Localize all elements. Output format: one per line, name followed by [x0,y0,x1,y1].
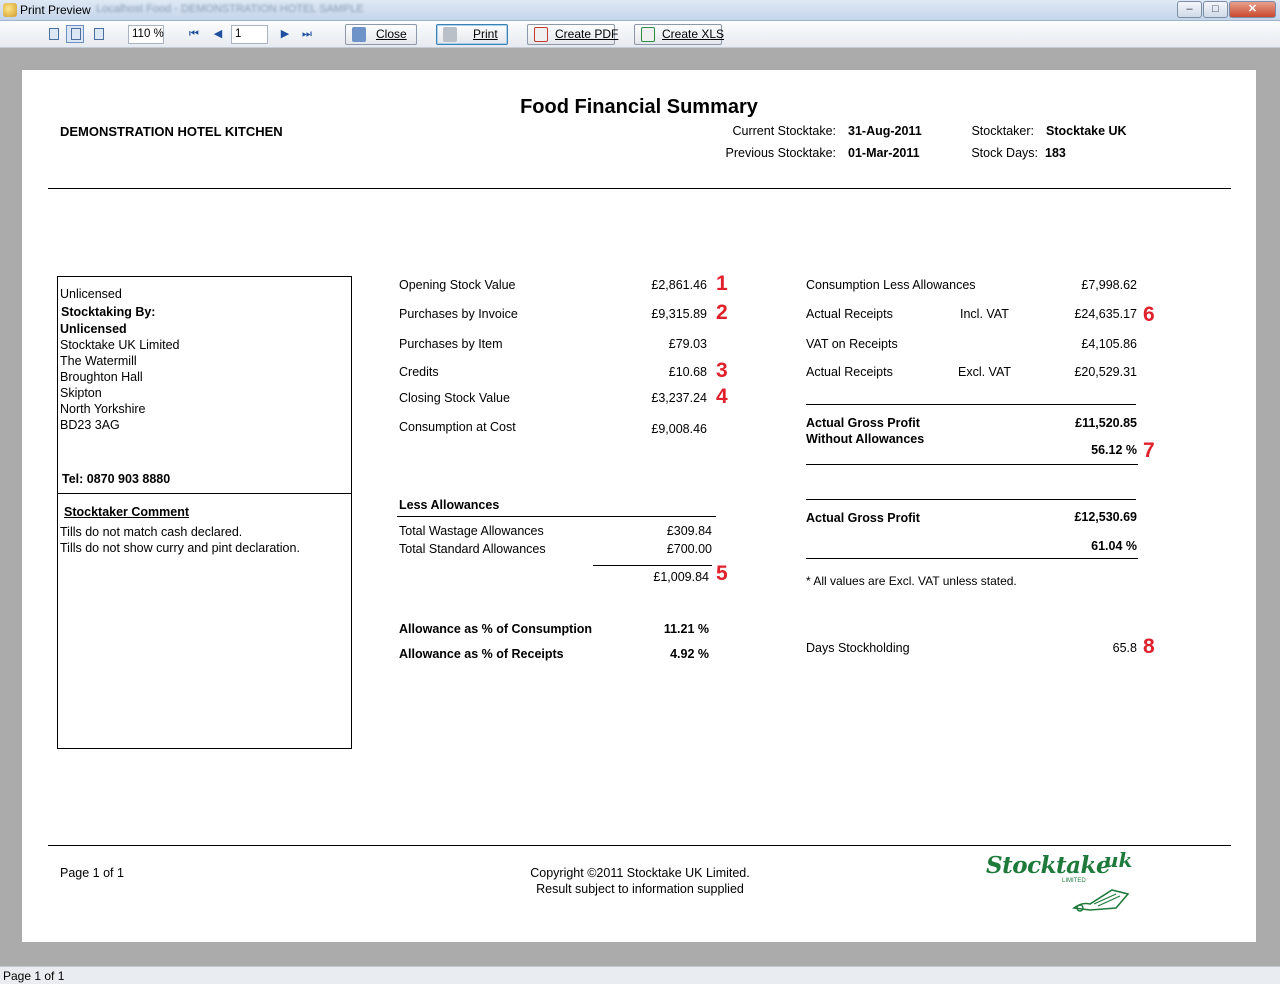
marker-5: 5 [716,562,728,585]
first-page-icon[interactable]: ⏮ [189,28,199,40]
vat-label: VAT on Receipts [806,337,898,351]
opening-stock-label: Opening Stock Value [399,278,516,292]
marker-2: 2 [716,301,728,324]
create-xls-label: Create XLS [662,27,725,41]
purchases-invoice-label: Purchases by Invoice [399,307,518,321]
close-button[interactable] [345,24,417,45]
copyright: Copyright ©2011 Stocktake UK Limited. [530,866,750,880]
stock-days-label: Stock Days: [971,146,1038,160]
gp-bottom-rule [806,558,1138,559]
gp-without-label-2: Without Allowances [806,432,925,446]
create-pdf-label: Create PDF [555,27,619,41]
standard-value: £700.00 [666,542,712,556]
allowances-title: Less Allowances [399,498,500,512]
gp-value: £12,530.69 [1074,510,1137,524]
licence-status: Unlicensed [60,287,122,301]
allowances-total-rule [593,565,712,566]
toolbar [0,21,1280,48]
logo-sub: LIMITED [1062,878,1086,884]
purchases-invoice-value: £9,315.89 [651,307,707,321]
marker-3: 3 [716,359,728,382]
multi-page-view-icon[interactable] [89,25,107,43]
close-label: Close [376,27,407,41]
gp-without-bottom-rule [806,464,1138,465]
receipts-incl-label: Actual Receipts [806,307,893,321]
prev-page-icon[interactable]: ◀ [213,28,223,40]
kitchen-name: DEMONSTRATION HOTEL KITCHEN [60,124,283,139]
next-page-icon[interactable]: ▶ [280,28,290,40]
previous-stocktake-value: 01-Mar-2011 [848,146,920,160]
footer-divider [48,845,1231,846]
print-button[interactable] [436,24,508,45]
closing-stock-value: £3,237.24 [651,391,707,405]
logo-uk: uk [1104,848,1133,872]
page-width-view-icon[interactable] [66,25,84,43]
stocktaking-by-label: Stocktaking By: [61,305,156,319]
credits-value: £10.68 [668,365,707,379]
marker-7: 7 [1143,439,1155,462]
excel-icon [641,27,655,42]
page-title: Food Financial Summary [520,96,758,118]
address-box-divider [58,493,351,494]
address-line: Skipton [60,386,102,400]
purchases-item-label: Purchases by Item [399,337,503,351]
comment-title: Stocktaker Comment [64,505,190,519]
pct-consumption-label: Allowance as % of Consumption [399,622,593,636]
marker-4: 4 [716,385,728,408]
wastage-label: Total Wastage Allowances [399,524,544,538]
status-bar [0,966,1280,984]
maximize-button[interactable]: □ [1203,1,1228,18]
address-line: Stocktake UK Limited [60,338,180,352]
stock-days-value: 183 [1045,146,1066,160]
create-xls-button[interactable] [634,24,725,45]
wastage-value: £309.84 [666,524,712,538]
stocktaker-label: Stocktaker: [971,124,1034,138]
receipts-excl-tag: Excl. VAT [958,365,1012,379]
zoom-input[interactable]: 110 % [128,25,164,44]
vat-value: £4,105.86 [1081,337,1137,351]
address-line: BD23 3AG [60,418,120,432]
consumption-cost-label: Consumption at Cost [399,420,516,434]
single-page-view-icon[interactable] [44,25,62,43]
comment-line: Tills do not show curry and pint declaration. [60,541,300,555]
window-title-suffix: Localhost Food - DEMONSTRATION HOTEL SAMPLE [96,3,364,15]
pct-consumption-value: 11.21 % [663,622,709,636]
gp-top-rule [806,499,1136,500]
vat-footnote: * All values are Excl. VAT unless stated. [806,574,1017,588]
marker-6: 6 [1143,303,1155,326]
gp-without-value: £11,520.85 [1075,416,1137,430]
consumption-cost-value: £9,008.46 [651,422,707,436]
logo-wordmark: Stocktake [986,852,1111,879]
pct-receipts-value: 4.92 % [670,647,709,661]
gp-label: Actual Gross Profit [806,511,920,525]
marker-1: 1 [716,272,728,295]
stocktaker-value: Stocktake UK [1046,124,1127,138]
disclaimer: Result subject to information supplied [536,882,744,896]
days-stockholding-label: Days Stockholding [806,641,910,655]
stocktake-logo [982,848,1142,914]
gp-without-pct: 56.12 % [1091,443,1137,457]
credits-label: Credits [399,365,439,379]
consumption-less-label: Consumption Less Allowances [806,278,976,292]
comment-line: Tills do not match cash declared. [60,525,243,539]
address-line: North Yorkshire [60,402,146,416]
receipts-excl-label: Actual Receipts [806,365,893,379]
report-page [22,70,1256,942]
current-stocktake-value: 31-Aug-2011 [848,124,922,138]
receipts-incl-value: £24,635.17 [1074,307,1137,321]
gp-pct: 61.04 % [1091,539,1137,553]
window-close-button[interactable]: ✕ [1229,1,1276,18]
standard-label: Total Standard Allowances [399,542,546,556]
gp-without-top-rule [806,404,1136,405]
address-box [57,276,352,749]
receipts-excl-value: £20,529.31 [1074,365,1137,379]
last-page-icon[interactable]: ⏭ [302,28,312,40]
printer-icon [443,27,457,42]
telephone: Tel: 0870 903 8880 [62,472,171,486]
previous-stocktake-label: Previous Stocktake: [725,146,836,160]
allowances-title-rule [397,516,716,517]
pdf-icon [534,27,548,42]
minimize-button[interactable]: – [1177,1,1202,18]
close-icon [352,27,366,42]
page-number-input[interactable]: 1 [231,25,268,44]
logo-scanner-icon [1072,874,1134,914]
app-icon [3,3,17,17]
address-line: Broughton Hall [60,370,143,384]
days-stockholding-value: 65.8 [1112,641,1137,655]
receipts-incl-tag: Incl. VAT [960,307,1009,321]
current-stocktake-label: Current Stocktake: [732,124,836,138]
closing-stock-label: Closing Stock Value [399,391,510,405]
consumption-less-value: £7,998.62 [1081,278,1137,292]
marker-8: 8 [1143,635,1155,658]
header-divider [48,188,1231,189]
print-label: Print [473,27,498,41]
page-count: Page 1 of 1 [60,866,124,880]
gp-without-label-1: Actual Gross Profit [806,416,920,430]
opening-stock-value: £2,861.46 [651,278,707,292]
purchases-item-value: £79.03 [668,337,707,351]
title-bar [0,0,1280,21]
stocktaking-by-value: Unlicensed [60,322,127,336]
status-page: Page 1 of 1 [3,969,65,983]
address-line: The Watermill [60,354,137,368]
window-title: Print Preview [20,3,91,17]
pct-receipts-label: Allowance as % of Receipts [399,647,564,661]
allowances-total-value: £1,009.84 [653,570,709,584]
create-pdf-button[interactable] [527,24,619,45]
